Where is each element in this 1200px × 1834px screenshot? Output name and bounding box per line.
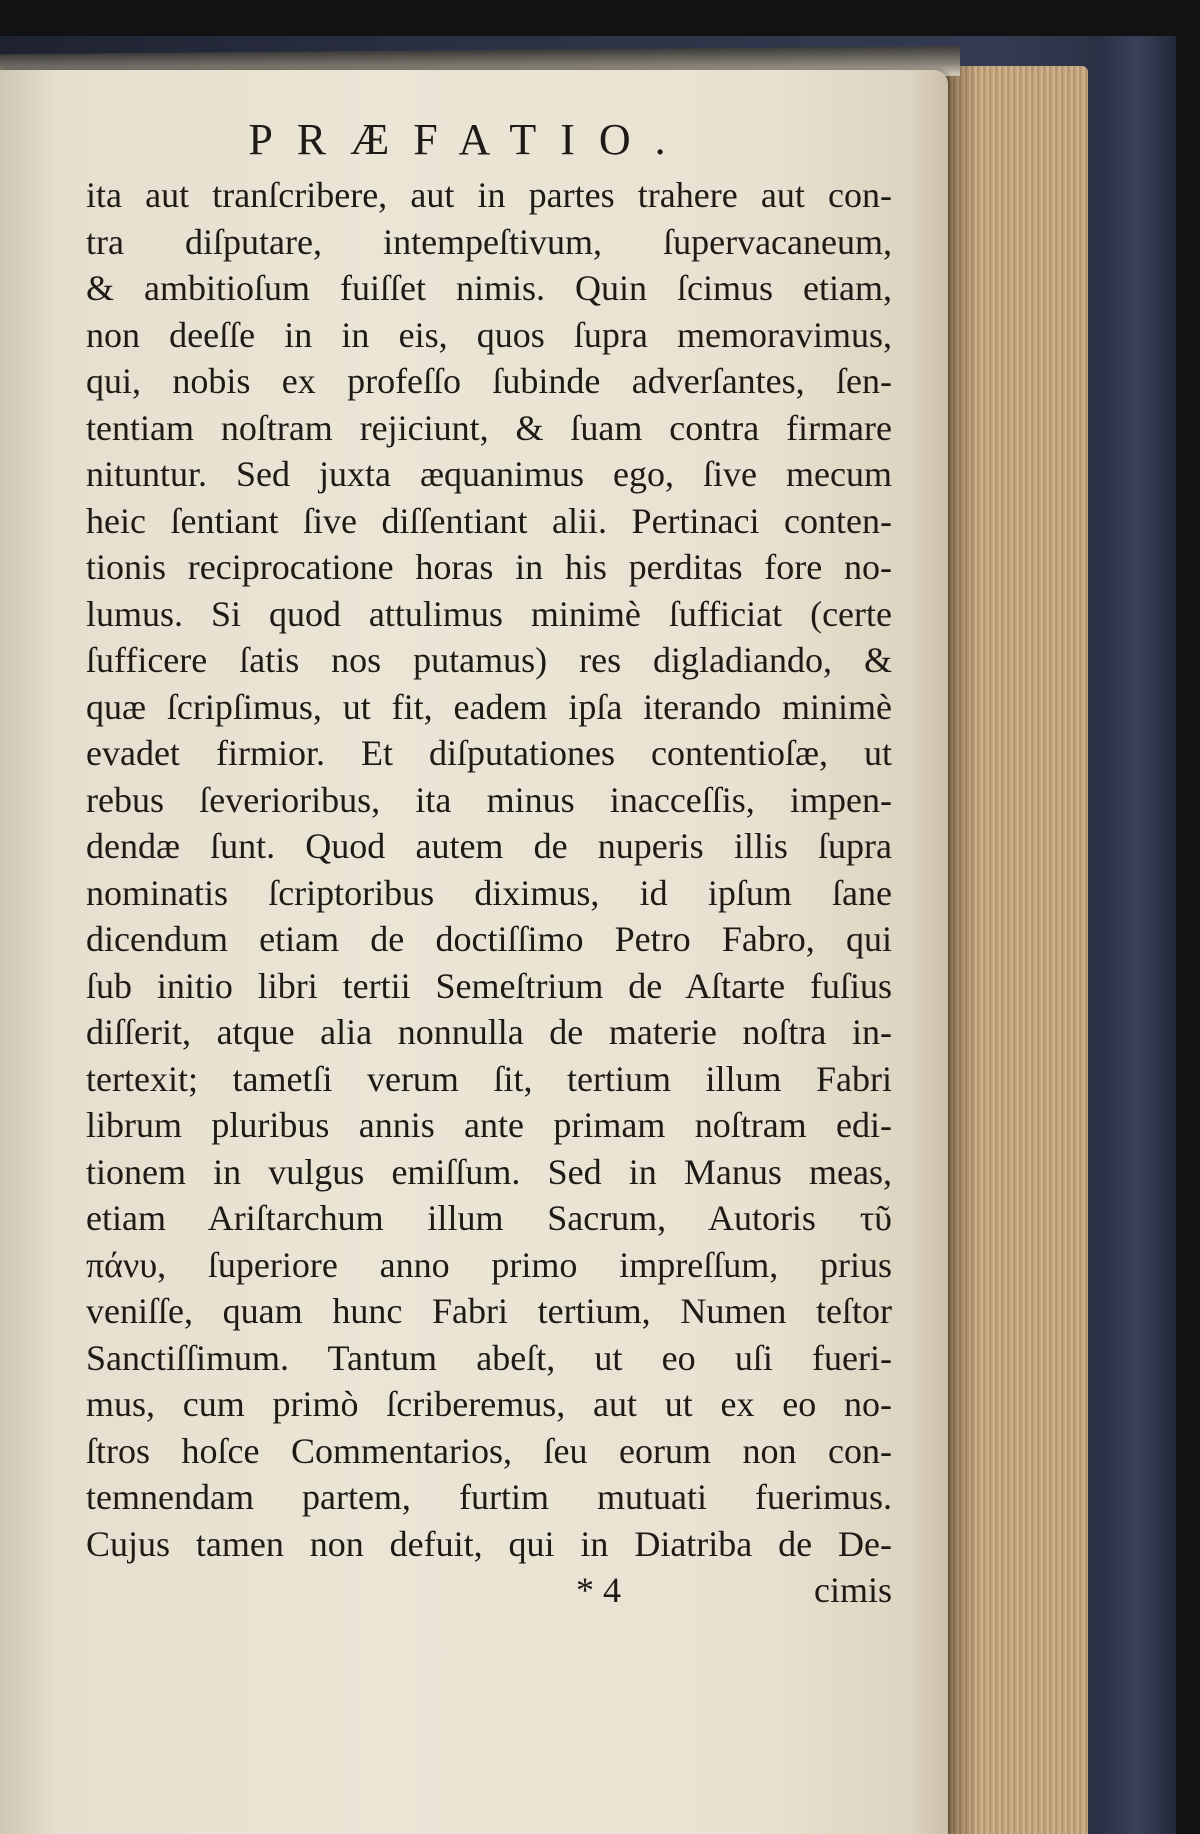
text-lines [86, 172, 892, 1567]
text-line: mus, cum primò ſcriberemus, aut ut ex eo no- [86, 1384, 892, 1424]
text-line: veniſſe, quam hunc Fabri tertium, Numen teſtor [86, 1291, 892, 1331]
text-line: tra diſputare, intempeſtivum, ſupervacaneum, [86, 221, 892, 262]
text-line: etiam Ariſtarchum illum Sacrum, Autoris τῦ [86, 1198, 892, 1238]
text-line: evadet firmior. Et diſputationes contentioſæ, ut [86, 733, 892, 773]
text-line: heic ſentiant ſive diſſentiant alii. Pertinaci conten- [86, 500, 892, 541]
text-line: ita aut tranſcribere, aut in partes trahere aut con- [86, 175, 892, 215]
page-footer [86, 1567, 892, 1614]
signature-mark: * 4 [576, 1570, 621, 1610]
text-line: πάνυ, ſuperiore anno primo impreſſum, prius [86, 1244, 892, 1285]
text-line: ſub initio libri tertii Semeſtrium de Aſtarte fuſius [86, 965, 892, 1006]
text-line: tionis reciprocatione horas in his perditas fore no- [86, 547, 892, 587]
text-line: tentiam noſtram rejiciunt, & ſuam contra firmare [86, 407, 892, 448]
catchword: cimis [814, 1570, 892, 1610]
running-head: PRÆFATIO. [248, 115, 690, 164]
text-line: nominatis ſcriptoribus diximus, id ipſum ſane [86, 872, 892, 913]
text-line: dicendum etiam de doctiſſimo Petro Fabro, qui [86, 919, 892, 959]
text-line: nituntur. Sed juxta æquanimus ego, ſive mecum [86, 454, 892, 494]
text-line: quæ ſcripſimus, ut fit, eadem ipſa iterando minimè [86, 686, 892, 727]
text-line: tertexit; tametſi verum ſit, tertium illum Fabri [86, 1058, 892, 1099]
text-line: librum pluribus annis ante primam noſtram edi- [86, 1105, 892, 1145]
page-text [86, 112, 892, 1614]
text-line: diſſerit, atque alia nonnulla de materie noſtra in- [86, 1012, 892, 1052]
cover-edge [1100, 36, 1176, 1834]
text-line: ſufficere ſatis nos putamus) res digladiando, & [86, 640, 892, 680]
text-line: & ambitioſum fuiſſet nimis. Quin ſcimus etiam, [86, 268, 892, 308]
text-line: lumus. Si quod attulimus minimè ſufficiat (certe [86, 593, 892, 634]
text-line: Cujus tamen non defuit, qui in Diatriba de De- [86, 1523, 892, 1564]
text-line: ſtros hoſce Commentarios, ſeu eorum non con- [86, 1430, 892, 1471]
text-line: temnendam partem, furtim mutuati fuerimus. [86, 1477, 892, 1517]
text-line: tionem in vulgus emiſſum. Sed in Manus meas, [86, 1151, 892, 1192]
text-line: Sanctiſſimum. Tantum abeſt, ut eo uſi fueri- [86, 1337, 892, 1378]
text-line: non deeſſe in in eis, quos ſupra memoravimus, [86, 314, 892, 355]
text-line: dendæ ſunt. Quod autem de nuperis illis ſupra [86, 826, 892, 866]
text-line: rebus ſeverioribus, ita minus inacceſſis, impen- [86, 779, 892, 820]
text-line: qui, nobis ex profeſſo ſubinde adverſantes, ſen- [86, 361, 892, 401]
